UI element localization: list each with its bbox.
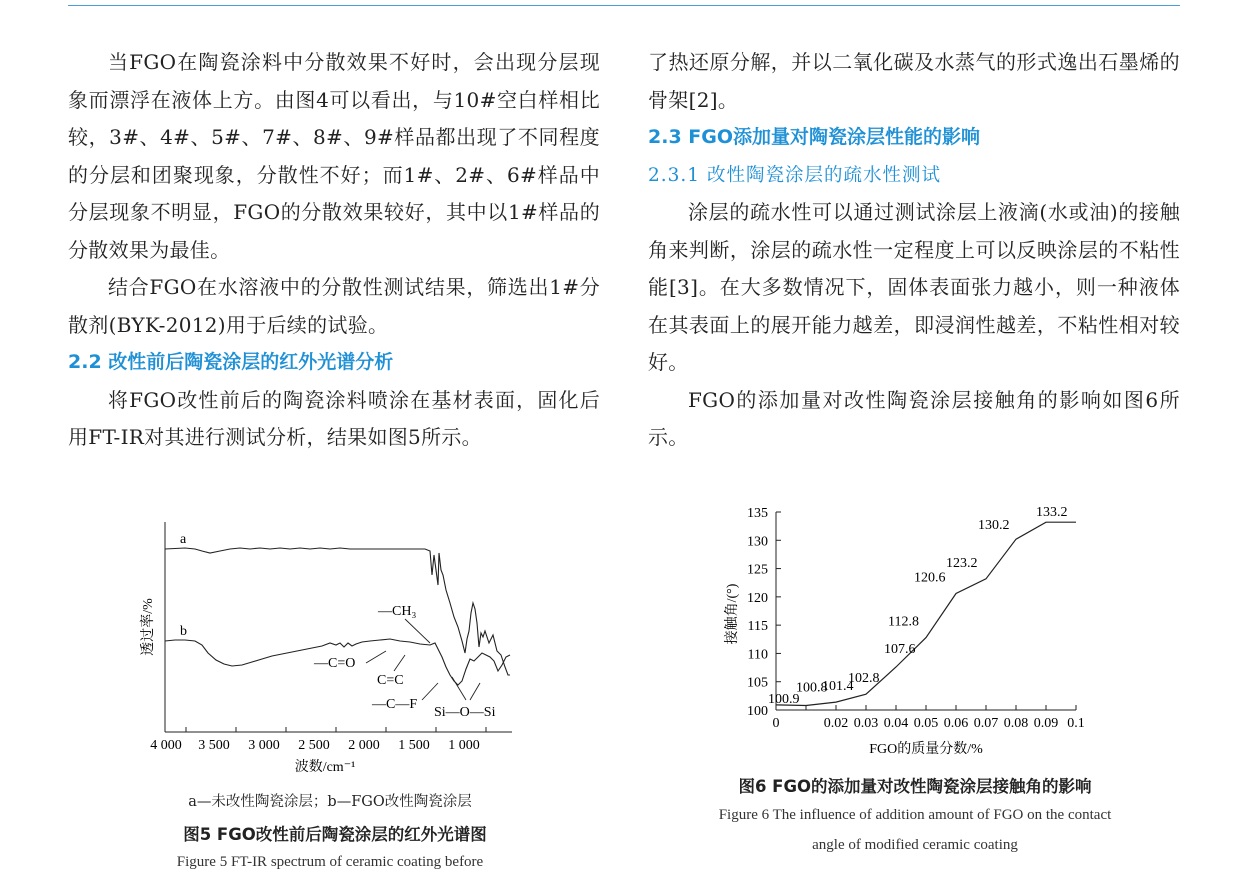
annotation-co: —C=O bbox=[314, 656, 356, 671]
x-tick-label: 2 500 bbox=[298, 738, 330, 753]
curve-b-label: b bbox=[180, 624, 187, 639]
x-tick-label: 0.02 bbox=[823, 716, 849, 731]
x-tick-label: 0.06 bbox=[943, 716, 969, 731]
figure5-title: 图5 FGO改性前后陶瓷涂层的红外光谱图 bbox=[183, 825, 487, 844]
x-tick-label: 1 000 bbox=[448, 738, 480, 753]
paragraph: FGO的添加量对改性陶瓷涂层接触角的影响如图6所示。 bbox=[648, 387, 1180, 449]
x-tick-label: 2 000 bbox=[348, 738, 380, 753]
header-rule bbox=[68, 5, 1180, 6]
section-heading: 2.2 改性前后陶瓷涂层的红外光谱分析 bbox=[68, 351, 394, 373]
x-axis-ticks bbox=[186, 727, 486, 732]
paragraph: 涂层的疏水性可以通过测试涂层上液滴(水或油)的接触角来判断，涂层的疏水性一定程度上可以反映涂层的不粘性能[3]。在大多数情况下，固体表面张力越小，则一种液体在其表面上的展开能力越差，即浸润性越差，不粘性相对较好。 bbox=[648, 200, 1180, 374]
annotation-ch3: —CH₃ bbox=[378, 604, 417, 619]
x-tick-label: 3 000 bbox=[248, 738, 280, 753]
subsection-heading: 2.3.1 改性陶瓷涂层的疏水性测试 bbox=[648, 164, 941, 186]
data-label: 123.2 bbox=[946, 555, 978, 571]
annotation-siosi: Si—O—Si bbox=[434, 705, 496, 720]
y-axis-label: 透过率/% bbox=[141, 598, 156, 656]
paragraph: 了热还原分解，并以二氧化碳及水蒸气的形式逸出石墨烯的骨架[2]。 bbox=[648, 50, 1180, 112]
data-label: 101.4 bbox=[822, 679, 854, 695]
data-label: 100.9 bbox=[768, 691, 800, 707]
x-tick-label: 0.04 bbox=[883, 716, 909, 731]
annotation-cf: —C—F bbox=[372, 697, 418, 712]
x-tick-label: 0.07 bbox=[973, 716, 999, 731]
x-tick-label: 0.09 bbox=[1033, 716, 1059, 731]
x-tick-label: 0.08 bbox=[1003, 716, 1029, 731]
y-tick-label: 110 bbox=[747, 647, 768, 663]
right-column bbox=[648, 44, 1180, 457]
data-label: 120.6 bbox=[914, 570, 946, 586]
data-label: 107.6 bbox=[884, 642, 916, 658]
figure5-legend: a—未改性陶瓷涂层；b—FGO改性陶瓷涂层 bbox=[188, 794, 472, 810]
y-tick-label: 105 bbox=[747, 675, 768, 691]
x-axis-label: 波数/cm⁻¹ bbox=[294, 760, 356, 775]
x-tick-label: 1 500 bbox=[398, 738, 430, 753]
contact-angle-line bbox=[776, 522, 1076, 705]
y-tick-label: 135 bbox=[747, 506, 768, 521]
figure5-title-en: Figure 5 FT-IR spectrum of ceramic coating before bbox=[176, 854, 484, 870]
paragraph: 将FGO改性前后的陶瓷涂料喷涂在基材表面，固化后用FT-IR对其进行测试分析，结果如图5所示。 bbox=[68, 387, 600, 449]
data-label: 102.8 bbox=[848, 671, 880, 687]
y-tick-label: 130 bbox=[747, 534, 768, 550]
figure6-title-en-line2: angle of modified ceramic coating bbox=[812, 837, 1018, 853]
data-label: 130.2 bbox=[978, 518, 1010, 534]
x-tick-label: 0.1 bbox=[1067, 716, 1085, 731]
y-tick-label: 115 bbox=[747, 619, 768, 635]
paragraph: 结合FGO在水溶液中的分散性测试结果，筛选出1#分散剂(BYK-2012)用于后续的试验。 bbox=[68, 275, 600, 337]
section-heading: 2.3 FGO添加量对陶瓷涂层性能的影响 bbox=[648, 126, 980, 148]
y-tick-label: 100 bbox=[747, 704, 768, 719]
x-tick-label: 4 000 bbox=[150, 738, 182, 753]
paragraph: 当FGO在陶瓷涂料中分散效果不好时，会出现分层现象而漂浮在液体上方。由图4可以看出，与10#空白样相比较，3#、4#、5#、7#、8#、9#样品都出现了不同程度的分层和团聚现象，分散性不好；而1#、2#、6#样品中分层现象不明显，FGO的分散效果较好，其中以1#样品的分散效果为最佳。 bbox=[68, 50, 600, 262]
y-tick-label: 125 bbox=[747, 562, 768, 578]
curve-a-label: a bbox=[180, 532, 187, 547]
x-axis-label: FGO的质量分数/% bbox=[869, 742, 983, 757]
ftir-spectrum-figure bbox=[130, 515, 530, 777]
figure6-title: 图6 FGO的添加量对改性陶瓷涂层接触角的影响 bbox=[738, 777, 1092, 796]
data-label: 112.8 bbox=[888, 614, 919, 630]
data-label: 133.2 bbox=[1036, 505, 1068, 521]
data-label: 100.8 bbox=[796, 680, 828, 696]
figure6-title-en-line1: Figure 6 The influence of addition amount of FGO on the contact bbox=[718, 807, 1112, 823]
x-tick-label: 0.03 bbox=[853, 716, 879, 731]
x-tick-label: 0 bbox=[772, 716, 780, 731]
left-column bbox=[68, 44, 600, 457]
annotation-cc: C=C bbox=[377, 673, 404, 688]
x-tick-label: 0.05 bbox=[913, 716, 939, 731]
contact-angle-chart bbox=[700, 498, 1100, 760]
x-tick-label: 3 500 bbox=[198, 738, 230, 753]
y-axis-label: 接触角/(°) bbox=[725, 583, 740, 645]
y-tick-label: 120 bbox=[747, 590, 768, 606]
